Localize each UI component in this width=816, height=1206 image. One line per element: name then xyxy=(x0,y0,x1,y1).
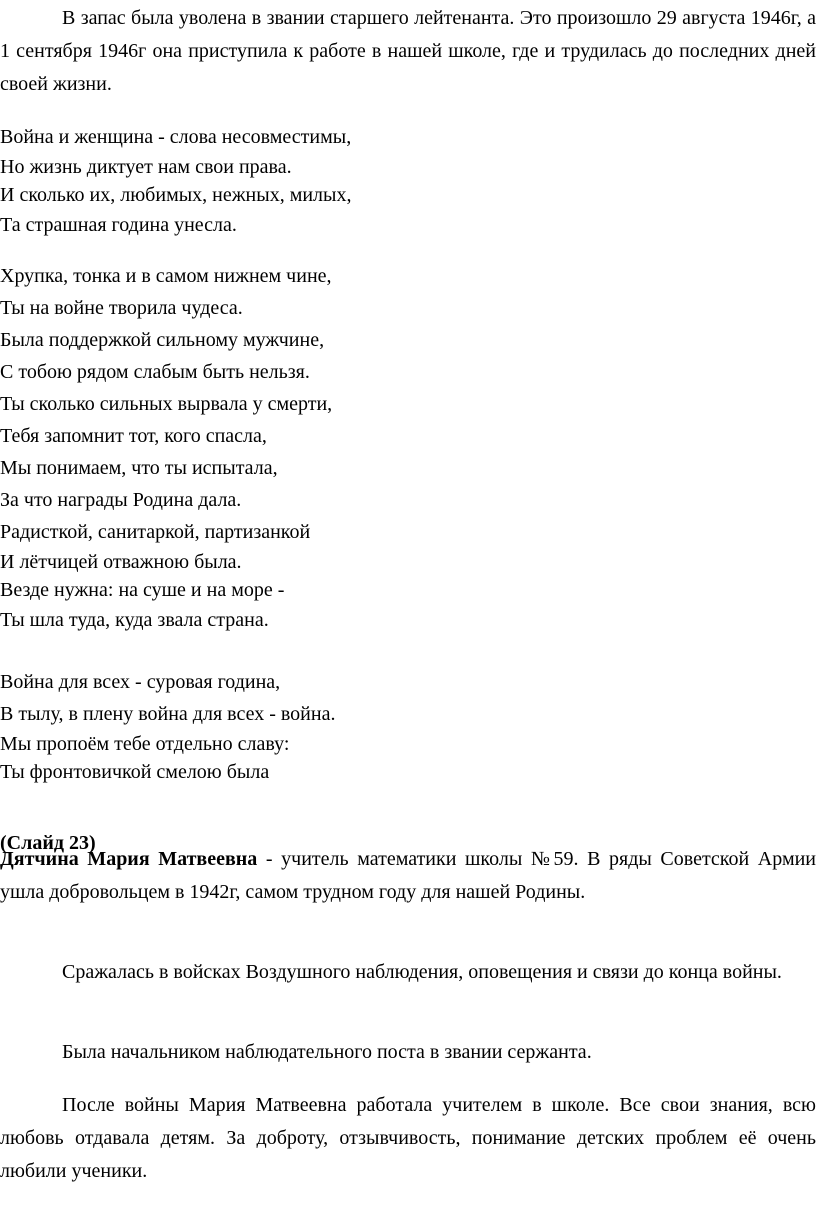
bio-paragraph-1 xyxy=(0,843,816,909)
poem-line: И сколько их, любимых, нежных, милых, xyxy=(0,184,352,206)
bio-paragraph-3: Была начальником наблюдательного поста в звании сержанта. xyxy=(62,1041,592,1063)
poem-line: Ты на войне творила чудеса. xyxy=(0,297,243,319)
poem-line: И лётчицей отважною была. xyxy=(0,551,242,573)
poem-line: Радисткой, санитаркой, партизанкой xyxy=(0,521,311,543)
person-name: Дятчина Мария Матвеевна xyxy=(0,848,258,870)
poem-line: Везде нужна: на суше и на море - xyxy=(0,579,285,601)
poem-line: Мы понимаем, что ты испытала, xyxy=(0,457,278,479)
poem-stanza-2 xyxy=(0,260,816,636)
poem-line: Но жизнь диктует нам свои права. xyxy=(0,156,292,178)
bio-paragraph-4: После войны Мария Матвеевна работала учителем в школе. Все свои знания, всю любовь отдавала детям. За доброту, отзывчивость, понимание детских проблем её очень любили ученики. xyxy=(0,1094,816,1182)
bio-paragraph-2: Сражалась в войсках Воздушного наблюдения, оповещения и связи до конца войны. xyxy=(62,961,782,983)
slide-label: (Слайд 23) xyxy=(0,832,96,854)
poem-stanza-3 xyxy=(0,666,816,786)
intro-paragraph: В запас была уволена в звании старшего лейтенанта. Это произошло 29 августа 1946г, а 1 сентября 1946г она приступила к работе в нашей школе, где и трудилась до последних дней своей жизни. xyxy=(0,7,816,95)
poem-line: Мы пропоём тебе отдельно славу: xyxy=(0,733,290,755)
poem-line: Была поддержкой сильному мужчине, xyxy=(0,329,325,351)
poem-line: С тобою рядом слабым быть нельзя. xyxy=(0,361,310,383)
poem-line: За что награды Родина дала. xyxy=(0,489,242,511)
poem-line: Ты шла туда, куда звала страна. xyxy=(0,609,269,631)
poem-line: Хрупка, тонка и в самом нижнем чине, xyxy=(0,265,332,287)
poem-line: Тебя запомнит тот, кого спасла, xyxy=(0,425,267,447)
poem-line: В тылу, в плену война для всех - война. xyxy=(0,703,336,725)
poem-stanza-1 xyxy=(0,121,816,241)
poem-line: Та страшная година унесла. xyxy=(0,214,237,236)
poem-line: Война и женщина - слова несовместимы, xyxy=(0,126,352,148)
poem-line: Ты сколько сильных вырвала у смерти, xyxy=(0,393,333,415)
poem-line: Война для всех - суровая година, xyxy=(0,671,281,693)
poem-line: Ты фронтовичкой смелою была xyxy=(0,761,270,783)
bio-text: - учитель математики школы №59. В ряды Советской Армии ушла добровольцем в 1942г, самом трудном году для нашей Родины. xyxy=(0,848,816,903)
